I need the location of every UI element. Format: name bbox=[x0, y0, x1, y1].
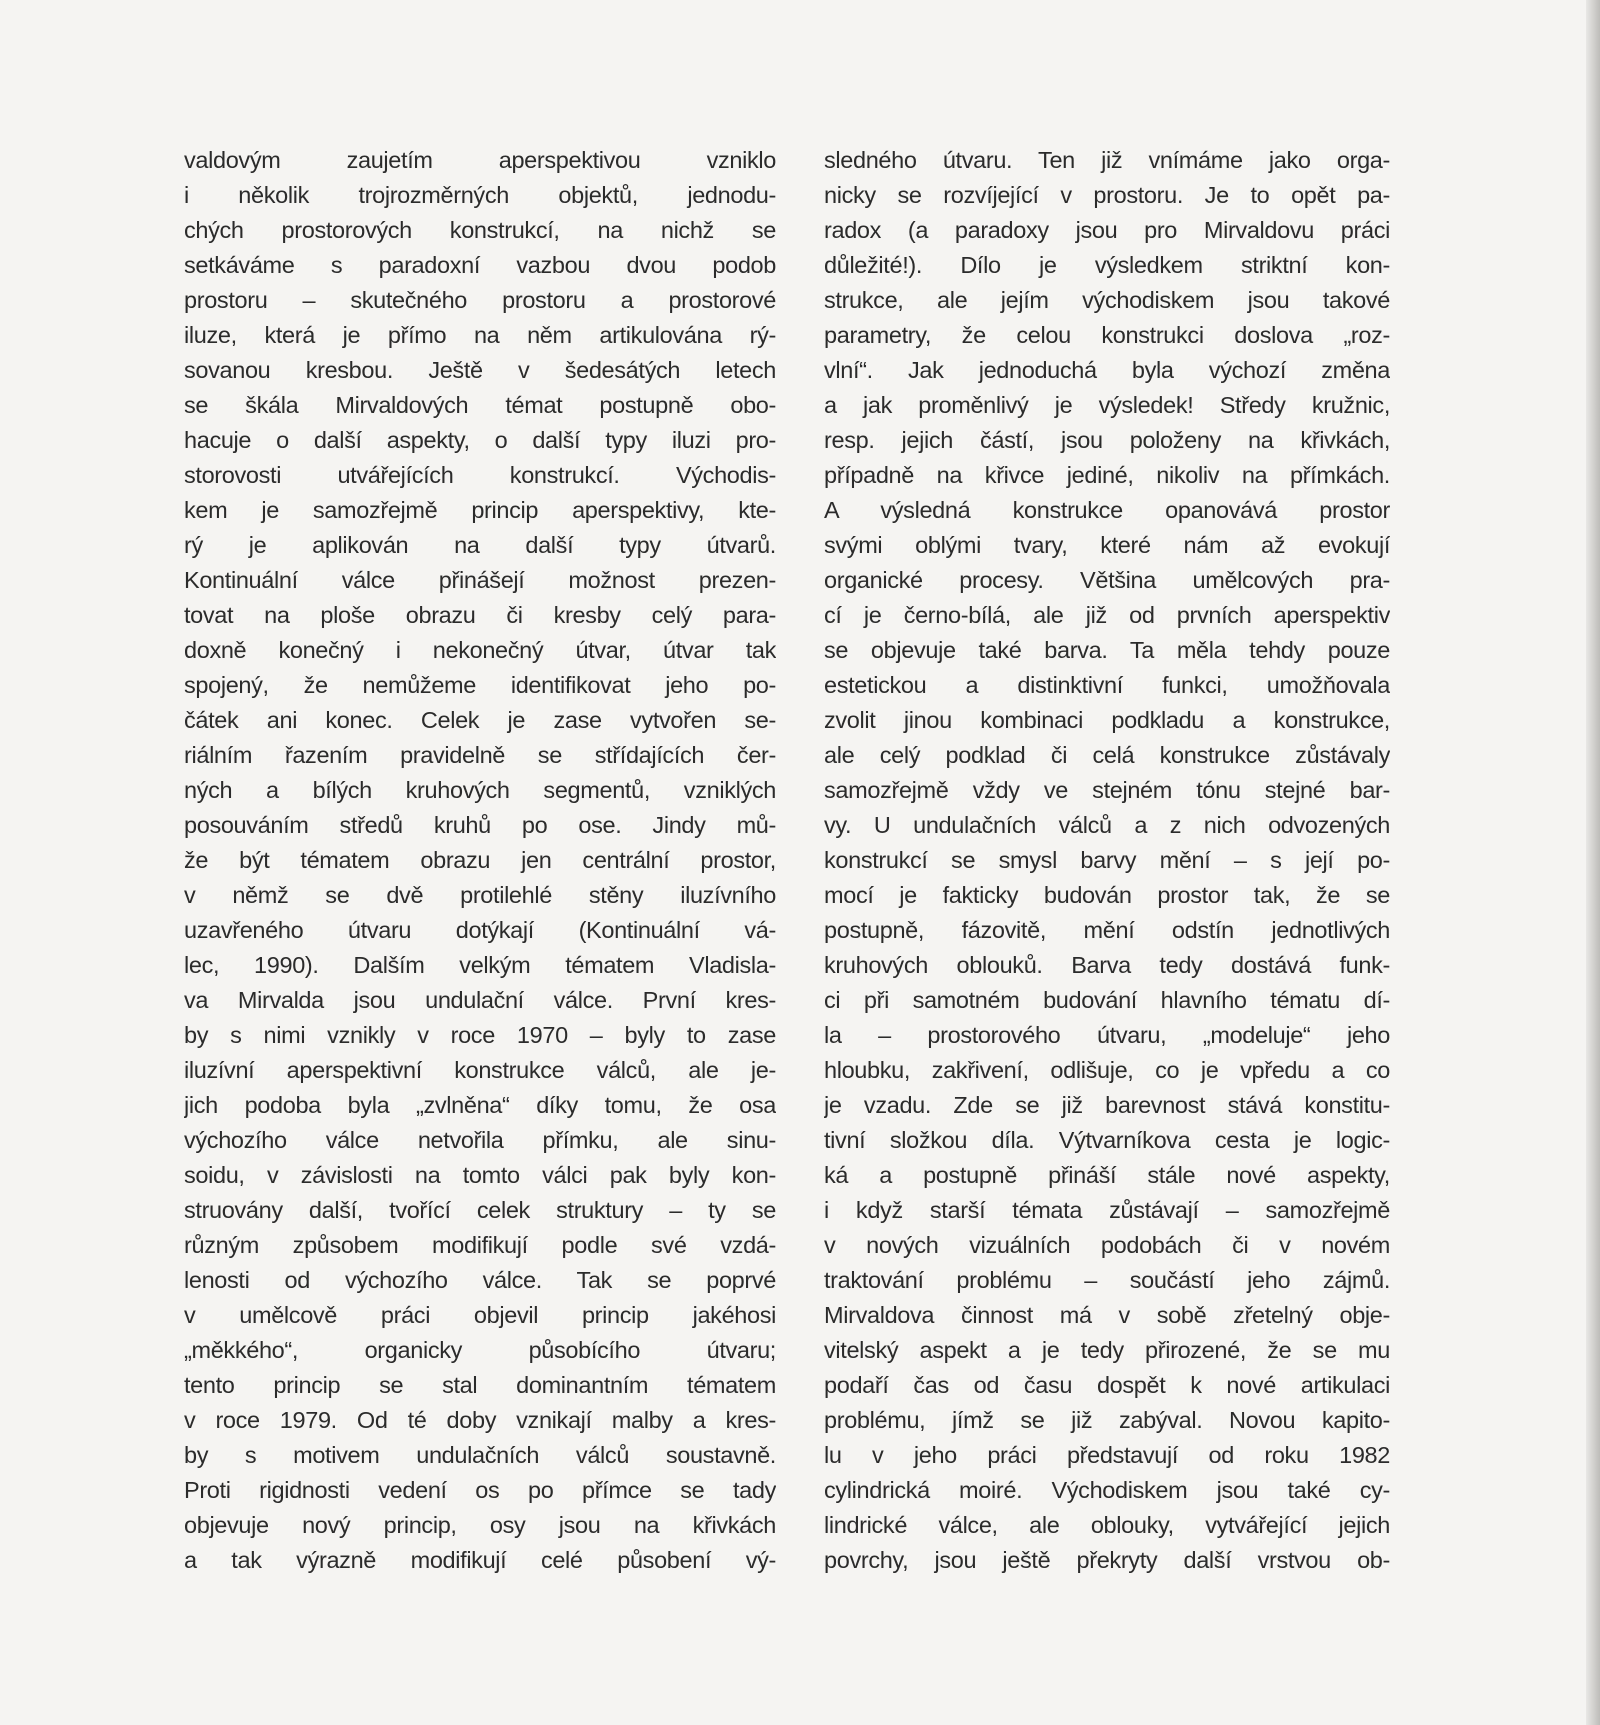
text-line: riálním řazením pravidelně se střídajících čer- bbox=[184, 742, 776, 768]
text-line: posouváním středů kruhů po ose. Jindy mů- bbox=[184, 812, 776, 838]
text-line: lenosti od výchozího válce. Tak se poprvé bbox=[184, 1267, 776, 1293]
text-line: v němž se dvě protilehlé stěny iluzívního bbox=[184, 882, 776, 908]
text-line: ných a bílých kruhových segmentů, vzniklých bbox=[184, 777, 776, 803]
text-line: rý je aplikován na další typy útvarů. bbox=[184, 532, 776, 558]
text-line: iluzívní aperspektivní konstrukce válců, ale je- bbox=[184, 1057, 776, 1083]
text-line: ci při samotném budování hlavního tématu dí- bbox=[824, 987, 1390, 1013]
text-line: kruhových oblouků. Barva tedy dostává funk- bbox=[824, 952, 1390, 978]
text-line: sovanou kresbou. Ještě v šedesátých letech bbox=[184, 357, 776, 383]
text-line: by s nimi vznikly v roce 1970 – byly to zase bbox=[184, 1022, 776, 1048]
text-line: va Mirvalda jsou undulační válce. První kres- bbox=[184, 987, 776, 1013]
text-line: čátek ani konec. Celek je zase vytvořen se- bbox=[184, 707, 776, 733]
text-line: „měkkého“, organicky působícího útvaru; bbox=[184, 1337, 776, 1363]
text-line: organické procesy. Většina umělcových pra- bbox=[824, 567, 1390, 593]
text-column-left bbox=[184, 143, 776, 1578]
text-line: struovány další, tvořící celek struktury – ty se bbox=[184, 1197, 776, 1223]
text-line: vitelský aspekt a je tedy přirozené, že se mu bbox=[824, 1337, 1390, 1363]
text-line: i když starší témata zůstávají – samozřejmě bbox=[824, 1197, 1390, 1223]
text-line: je vzadu. Zde se již barevnost stává konstitu- bbox=[824, 1092, 1390, 1118]
text-line: nicky se rozvíjející v prostoru. Je to opět pa- bbox=[824, 182, 1390, 208]
text-line: sledného útvaru. Ten již vnímáme jako orga- bbox=[824, 147, 1390, 173]
text-line: lu v jeho práci představují od roku 1982 bbox=[824, 1442, 1390, 1468]
text-line: parametry, že celou konstrukci doslova „roz- bbox=[824, 322, 1390, 348]
text-line: prostoru – skutečného prostoru a prostorové bbox=[184, 287, 776, 313]
text-line: cí je černo-bílá, ale již od prvních aperspektiv bbox=[824, 602, 1390, 628]
text-line: svými oblými tvary, které nám až evokují bbox=[824, 532, 1390, 558]
text-line: případně na křivce jediné, nikoliv na přímkách. bbox=[824, 462, 1390, 488]
text-line: Proti rigidnosti vedení os po přímce se tady bbox=[184, 1477, 776, 1503]
text-line: a jak proměnlivý je výsledek! Středy kružnic, bbox=[824, 392, 1390, 418]
text-line: kem je samozřejmě princip aperspektivy, kte- bbox=[184, 497, 776, 523]
text-line: Kontinuální válce přinášejí možnost prezen- bbox=[184, 567, 776, 593]
text-line: i několik trojrozměrných objektů, jednodu- bbox=[184, 182, 776, 208]
text-column-right bbox=[824, 143, 1390, 1578]
text-line: v umělcově práci objevil princip jakéhosi bbox=[184, 1302, 776, 1328]
text-line: tento princip se stal dominantním tématem bbox=[184, 1372, 776, 1398]
text-line: lec, 1990). Dalším velkým tématem Vladisla- bbox=[184, 952, 776, 978]
text-line: samozřejmě vždy ve stejném tónu stejné bar- bbox=[824, 777, 1390, 803]
text-line: vlní“. Jak jednoduchá byla výchozí změna bbox=[824, 357, 1390, 383]
text-line: resp. jejich částí, jsou položeny na křivkách, bbox=[824, 427, 1390, 453]
text-line: v roce 1979. Od té doby vznikají malby a kres- bbox=[184, 1407, 776, 1433]
text-line: cylindrická moiré. Východiskem jsou také cy- bbox=[824, 1477, 1390, 1503]
text-line: ale celý podklad či celá konstrukce zůstávaly bbox=[824, 742, 1390, 768]
text-line: vy. U undulačních válců a z nich odvozených bbox=[824, 812, 1390, 838]
text-line: A výsledná konstrukce opanovává prostor bbox=[824, 497, 1390, 523]
text-line: soidu, v závislosti na tomto válci pak byly kon- bbox=[184, 1162, 776, 1188]
text-line: hacuje o další aspekty, o další typy iluzi pro- bbox=[184, 427, 776, 453]
text-line: a tak výrazně modifikují celé působení vý- bbox=[184, 1547, 776, 1573]
text-line: výchozího válce netvořila přímku, ale sinu- bbox=[184, 1127, 776, 1153]
text-line: jich podoba byla „zvlněna“ díky tomu, že osa bbox=[184, 1092, 776, 1118]
text-line: estetickou a distinktivní funkci, umožňovala bbox=[824, 672, 1390, 698]
page-edge-shadow bbox=[1586, 0, 1600, 1725]
text-line: se škála Mirvaldových témat postupně obo- bbox=[184, 392, 776, 418]
text-line: objevuje nový princip, osy jsou na křivkách bbox=[184, 1512, 776, 1538]
text-line: traktování problému – součástí jeho zájmů. bbox=[824, 1267, 1390, 1293]
text-line: mocí je fakticky budován prostor tak, že se bbox=[824, 882, 1390, 908]
text-line: důležité!). Dílo je výsledkem striktní kon- bbox=[824, 252, 1390, 278]
text-line: postupně, fázovitě, mění odstín jednotlivých bbox=[824, 917, 1390, 943]
text-line: že být tématem obrazu jen centrální prostor, bbox=[184, 847, 776, 873]
text-line: problému, jímž se již zabýval. Novou kapito- bbox=[824, 1407, 1390, 1433]
text-line: radox (a paradoxy jsou pro Mirvaldovu práci bbox=[824, 217, 1390, 243]
text-line: Mirvaldova činnost má v sobě zřetelný obje- bbox=[824, 1302, 1390, 1328]
text-line: setkáváme s paradoxní vazbou dvou podob bbox=[184, 252, 776, 278]
text-line: povrchy, jsou ještě překryty další vrstvou ob- bbox=[824, 1547, 1390, 1573]
text-line: tovat na ploše obrazu či kresby celý para- bbox=[184, 602, 776, 628]
text-line: v nových vizuálních podobách či v novém bbox=[824, 1232, 1390, 1258]
text-line: uzavřeného útvaru dotýkají (Kontinuální vá- bbox=[184, 917, 776, 943]
text-line: se objevuje také barva. Ta měla tehdy pouze bbox=[824, 637, 1390, 663]
text-line: podaří čas od času dospět k nové artikulaci bbox=[824, 1372, 1390, 1398]
text-line: la – prostorového útvaru, „modeluje“ jeho bbox=[824, 1022, 1390, 1048]
text-line: lindrické válce, ale oblouky, vytvářející jejich bbox=[824, 1512, 1390, 1538]
text-line: zvolit jinou kombinaci podkladu a konstrukce, bbox=[824, 707, 1390, 733]
text-line: doxně konečný i nekonečný útvar, útvar tak bbox=[184, 637, 776, 663]
text-line: chých prostorových konstrukcí, na nichž se bbox=[184, 217, 776, 243]
text-line: ká a postupně přináší stále nové aspekty, bbox=[824, 1162, 1390, 1188]
text-line: iluze, která je přímo na něm artikulována rý- bbox=[184, 322, 776, 348]
text-line: konstrukcí se smysl barvy mění – s její po- bbox=[824, 847, 1390, 873]
text-line: strukce, ale jejím východiskem jsou takové bbox=[824, 287, 1390, 313]
text-line: různým způsobem modifikují podle své vzdá- bbox=[184, 1232, 776, 1258]
text-line: storovosti utvářejících konstrukcí. Východis- bbox=[184, 462, 776, 488]
text-line: by s motivem undulačních válců soustavně. bbox=[184, 1442, 776, 1468]
text-line: spojený, že nemůžeme identifikovat jeho po- bbox=[184, 672, 776, 698]
text-line: valdovým zaujetím aperspektivou vzniklo bbox=[184, 147, 776, 173]
text-line: hloubku, zakřivení, odlišuje, co je vpředu a co bbox=[824, 1057, 1390, 1083]
text-line: tivní složkou díla. Výtvarníkova cesta je logic- bbox=[824, 1127, 1390, 1153]
